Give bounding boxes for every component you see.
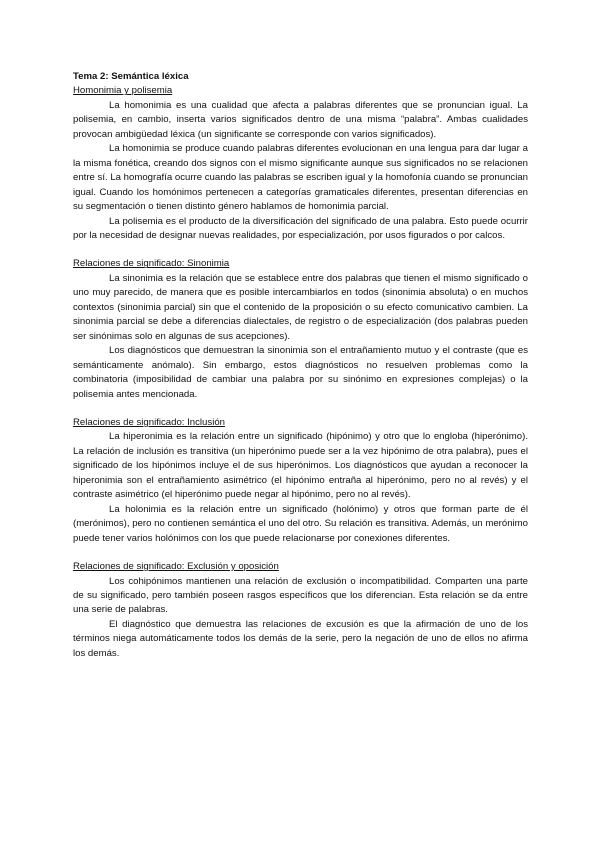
section-spacer xyxy=(73,402,528,416)
document-title: Tema 2: Semántica léxica xyxy=(73,71,189,82)
paragraph-inclusion-2: La holonimia es la relación entre un significado (holónimo) y otros que forman parte de él (merónimos), pero no contienen semántica el uno del otro. Su relación es transitiva. Además, un merónimo puede tener varios holónimos con los que puede relacionarse por conexiones diferentes. xyxy=(73,503,528,544)
section-heading-homonimia: Homonimia y polisemia xyxy=(73,85,173,97)
paragraph-exclusion-2: El diagnóstico que demuestra las relaciones de excusión es que la afirmación de uno de los términos niega automáticamente todos los demás de la serie, pero la negación de uno de ellos no afirma los demás. xyxy=(73,618,528,659)
paragraph-sinonimia-2: Los diagnósticos que demuestran la sinonimia son el entrañamiento mutuo y el contraste (que es semánticamente anómalo). Sin embargo, estos diagnósticos no resuelven problemas como la combinatoria (imposibilidad de cambiar una palabra por su sinónimo en expresiones complejas) o la polisemia antes mencionada. xyxy=(73,345,528,400)
section-heading-inclusion: Relaciones de significado: Inclusión xyxy=(73,416,225,428)
paragraph-inclusion-1: La hiperonimia es la relación entre un significado (hipónimo) y otro que lo engloba (hiperónimo). La relación de inclusión es transitiva (un hiperónimo puede ser a la vez hipónimo de otra palabra), pues el significado de los hipónimos incluye el de sus hiperónimos. Los diagnósticos que ayudan a reconocer la hiperonimia son el entrañamiento asimétrico (el hipónimo entraña al hiperónimo, pero no al revés) y el contraste asimétrico (el hiperónimo puede negar al hipónimo, pero no al revés). xyxy=(73,431,528,501)
section-spacer xyxy=(73,243,528,257)
section-heading-exclusion: Relaciones de significado: Exclusión y oposición xyxy=(73,561,279,573)
paragraph-homonimia-3: La polisemia es el producto de la diversificación del significado de una palabra. Esto puede ocurrir por la necesidad de designar nuevas realidades, por especialización, por usos figurados o por calcos. xyxy=(73,215,528,241)
paragraph-homonimia-1: La homonimia es una cualidad que afecta a palabras diferentes que se pronuncian igual. La polisemia, en cambio, inserta varios significados dentro de una misma “palabra”. Ambas cualidades provocan ambigüedad léxica (un significante se corresponde con varios significados). xyxy=(73,99,528,140)
paragraph-homonimia-2: La homonimia se produce cuando palabras diferentes evolucionan en una lengua para dar lugar a la misma fonética, creando dos signos con el mismo significante aunque sus significados no se relacionen entre sí. La homografía ocurre cuando las palabras se escriben igual y la homofonía cuando se pronuncian igual. Cuando los homónimos pertenecen a categorías gramaticales diferentes, presentan diferencias en su segmentación o tienen distinto género hablamos de homonimia parcial. xyxy=(73,143,528,213)
paragraph-exclusion-1: Los cohipónimos mantienen una relación de exclusión o incompatibilidad. Comparten una parte de su significado, pero también poseen rasgos específicos que los diferencian. Esta relación se da entre una serie de palabras. xyxy=(73,575,528,616)
paragraph-sinonimia-1: La sinonimia es la relación que se establece entre dos palabras que tienen el mismo significado o uno muy parecido, de manera que es posible intercambiarlos en todos (sinonimia absoluta) o en muchos contextos (sinonimia parcial) sin que el contenido de la proposición o su efecto comunicativo cambien. La sinonimia parcial se debe a diferencias dialectales, de registro o de especialización (dos palabras pueden ser sinónimas solo en algunas de sus acepciones). xyxy=(73,272,528,342)
section-heading-sinonimia: Relaciones de significado: Sinonimia xyxy=(73,258,230,270)
section-spacer xyxy=(73,546,528,560)
